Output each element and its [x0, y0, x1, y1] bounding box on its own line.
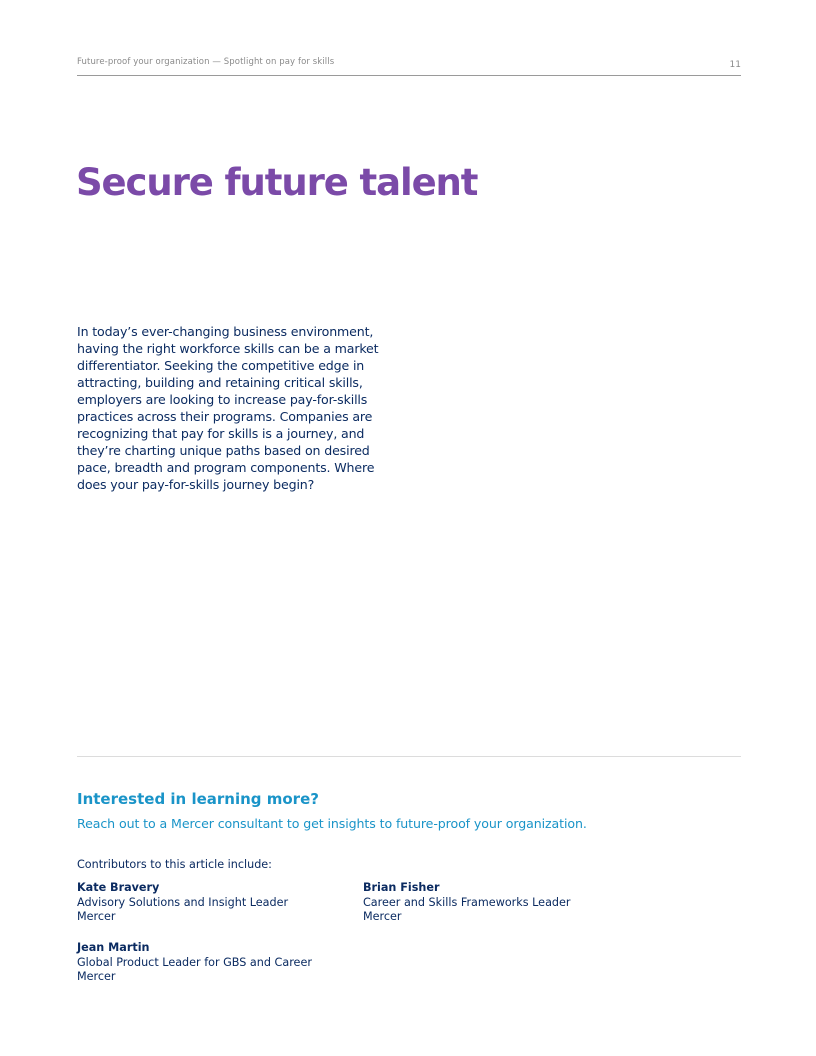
contributor-name: Jean Martin — [77, 941, 150, 954]
contributor-company: Mercer — [77, 910, 116, 923]
cta-heading: Interested in learning more? — [77, 790, 319, 808]
running-header-title: Future-proof your organization — Spotlight on pay for skills — [77, 57, 335, 67]
contributor-jean-martin — [77, 941, 357, 985]
contributor-role: Advisory Solutions and Insight Leader — [77, 895, 289, 909]
contributor-role: Global Product Leader for GBS and Career — [77, 955, 312, 969]
contributor-brian-fisher — [363, 881, 643, 925]
page-title: Secure future talent — [76, 161, 478, 204]
contributor-name: Kate Bravery — [77, 881, 160, 894]
contributor-kate-bravery — [77, 881, 357, 925]
contributor-company: Mercer — [363, 910, 402, 923]
section-divider — [77, 756, 741, 757]
contributor-company: Mercer — [77, 970, 116, 983]
intro-paragraph: In today’s ever-changing business environment, having the right workforce skills can be a market differentiator. Seeking the competitive edge in attracting, building and retaining critical skills, employers are looking to increase pay-for-skills practices across their programs. Companies are recognizing that pay for skills is a journey, and they’re charting unique paths based on desired pace, breadth and program components. Where does your pay-for-skills journey begin? — [77, 324, 379, 492]
contributor-role: Career and Skills Frameworks Leader — [363, 895, 571, 909]
page-header — [77, 57, 741, 76]
contributors-intro: Contributors to this article include: — [77, 858, 272, 871]
page-number: 11 — [729, 60, 741, 70]
cta-text: Reach out to a Mercer consultant to get insights to future-proof your organization. — [77, 816, 587, 831]
contributor-name: Brian Fisher — [363, 881, 440, 894]
